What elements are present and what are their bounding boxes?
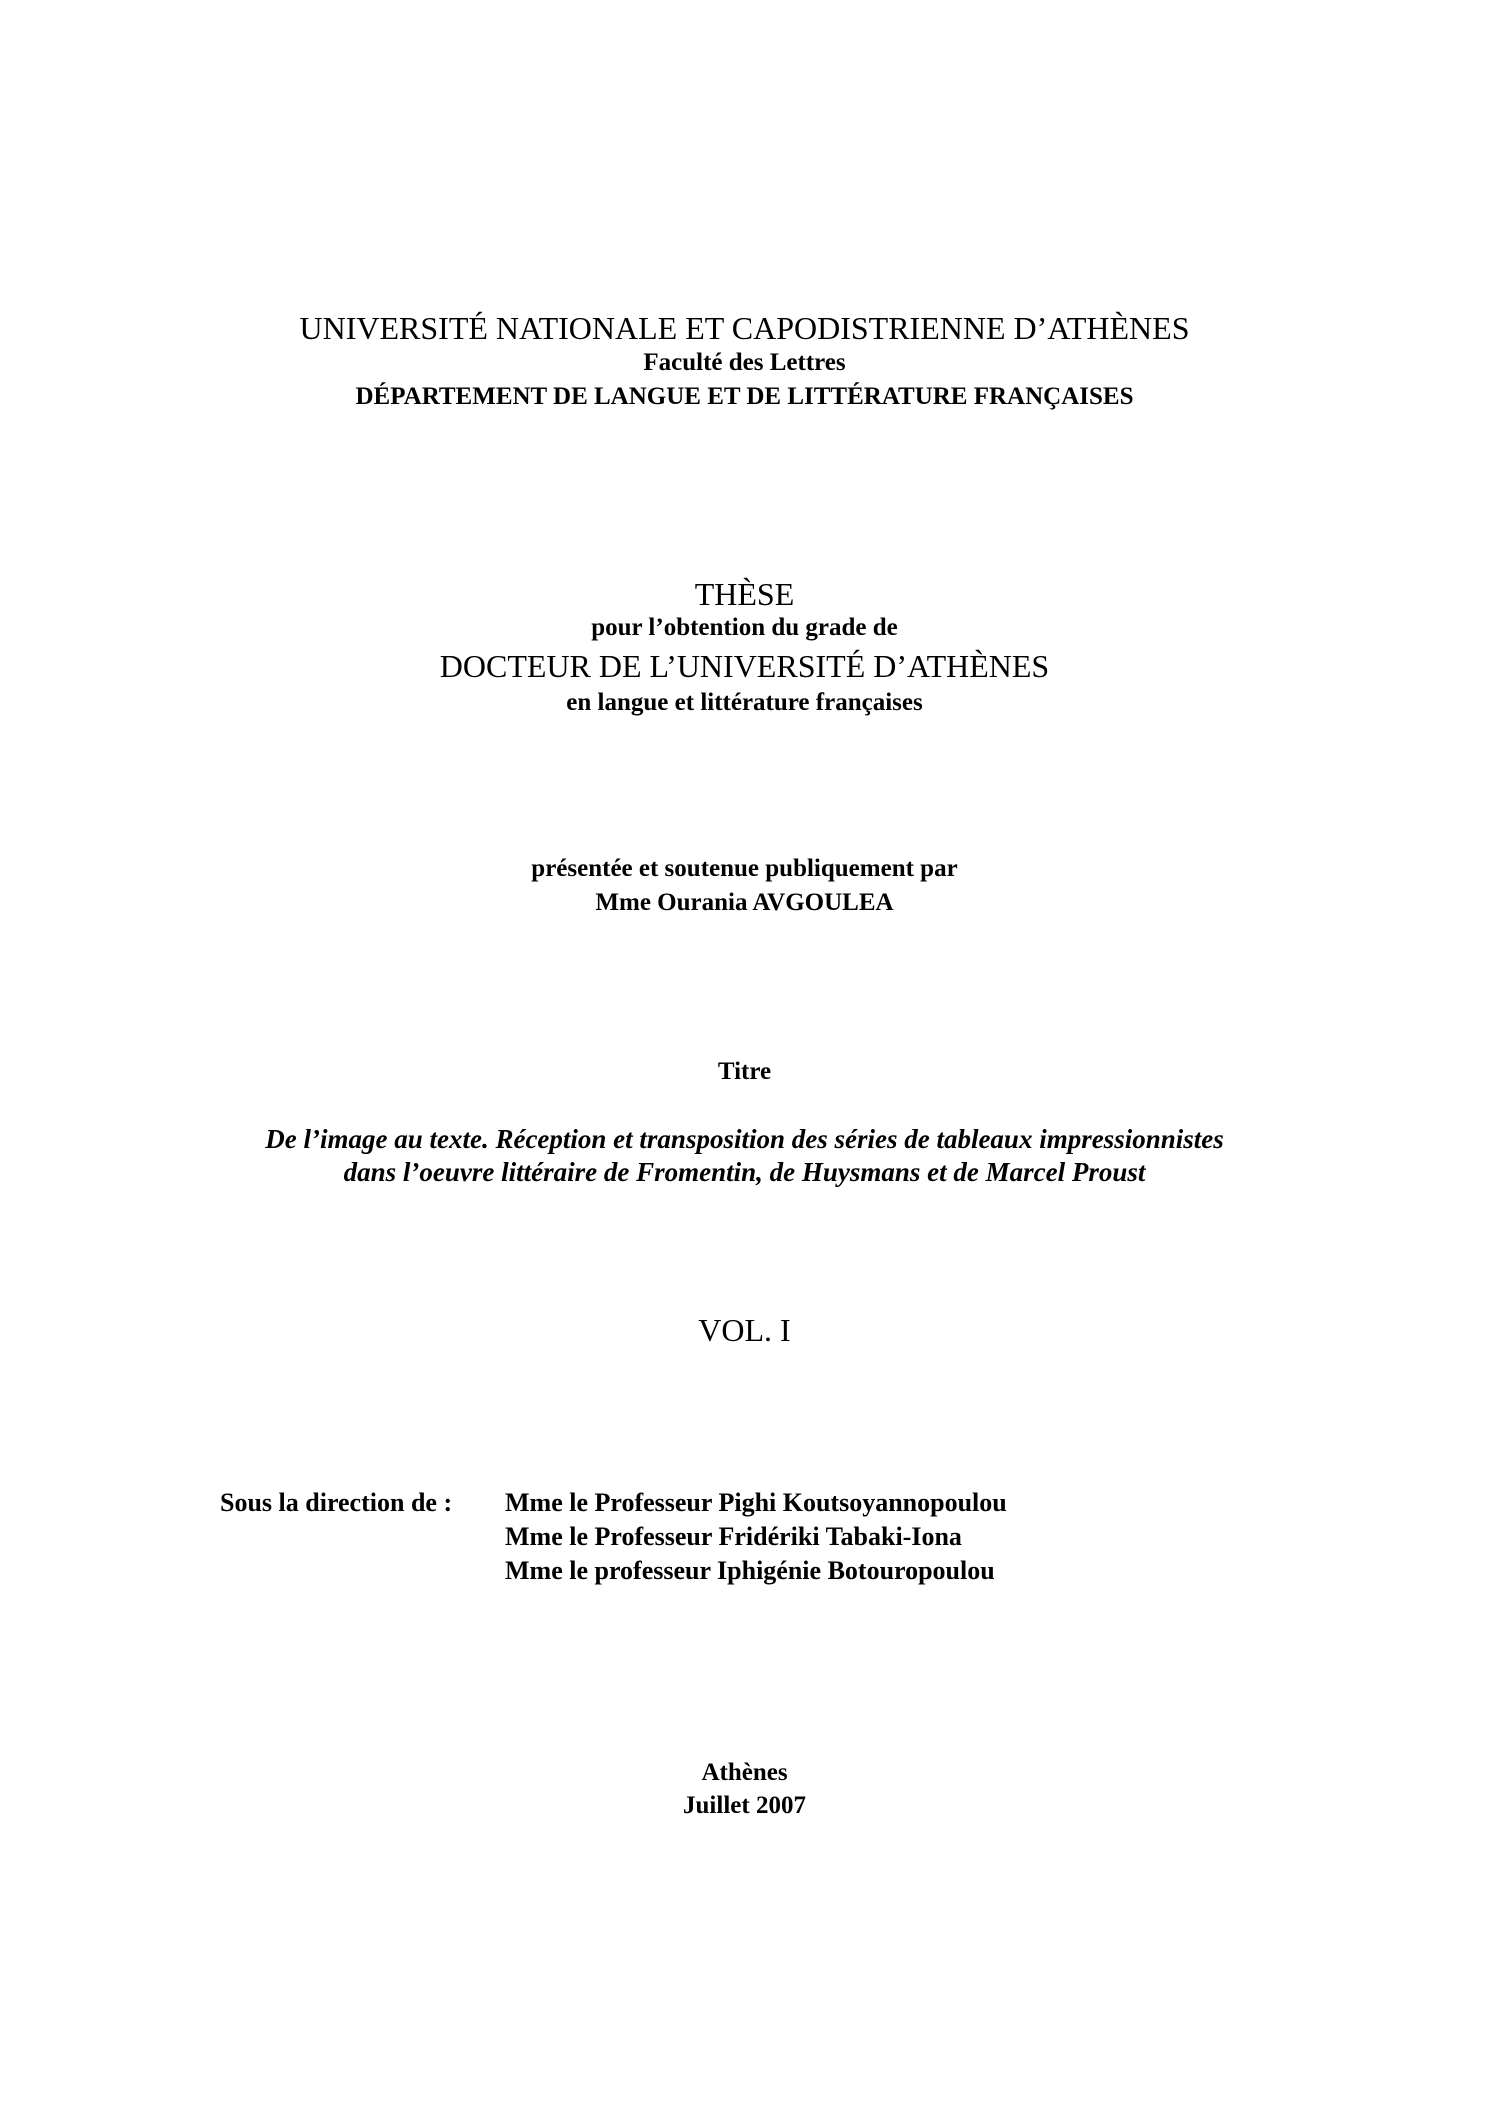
supervisor-3: Mme le professeur Iphigénie Botouropoulou — [505, 1556, 995, 1585]
department-name: DÉPARTEMENT DE LANGUE ET DE LITTÉRATURE FRANÇAISES — [355, 383, 1134, 410]
thesis-title-line-1: De l’image au texte. Réception et transposition des séries de tableaux impressionnistes — [265, 1124, 1224, 1154]
supervisor-1: Mme le Professeur Pighi Koutsoyannopoulou — [505, 1488, 1007, 1517]
supervisor-2: Mme le Professeur Fridériki Tabaki-Iona — [505, 1522, 962, 1551]
volume-label: VOL. I — [698, 1312, 791, 1348]
author-intro: présentée et soutenue publiquement par — [531, 855, 958, 882]
degree-name: DOCTEUR DE L’UNIVERSITÉ D’ATHÈNES — [439, 648, 1050, 684]
title-label: Titre — [717, 1058, 772, 1085]
faculty-name: Faculté des Lettres — [643, 349, 846, 376]
place: Athènes — [701, 1759, 788, 1786]
author-name: Mme Ourania AVGOULEA — [595, 889, 894, 916]
thesis-purpose: pour l’obtention du grade de — [591, 614, 898, 641]
date: Juillet 2007 — [683, 1792, 806, 1819]
university-name: UNIVERSITÉ NATIONALE ET CAPODISTRIENNE D’ATHÈNES — [299, 310, 1190, 346]
direction-label: Sous la direction de : — [220, 1488, 453, 1517]
degree-field: en langue et littérature françaises — [566, 689, 923, 716]
thesis-title-line-2: dans l’oeuvre littéraire de Fromentin, de Huysmans et de Marcel Proust — [343, 1157, 1146, 1187]
thesis-label: THÈSE — [694, 576, 795, 612]
